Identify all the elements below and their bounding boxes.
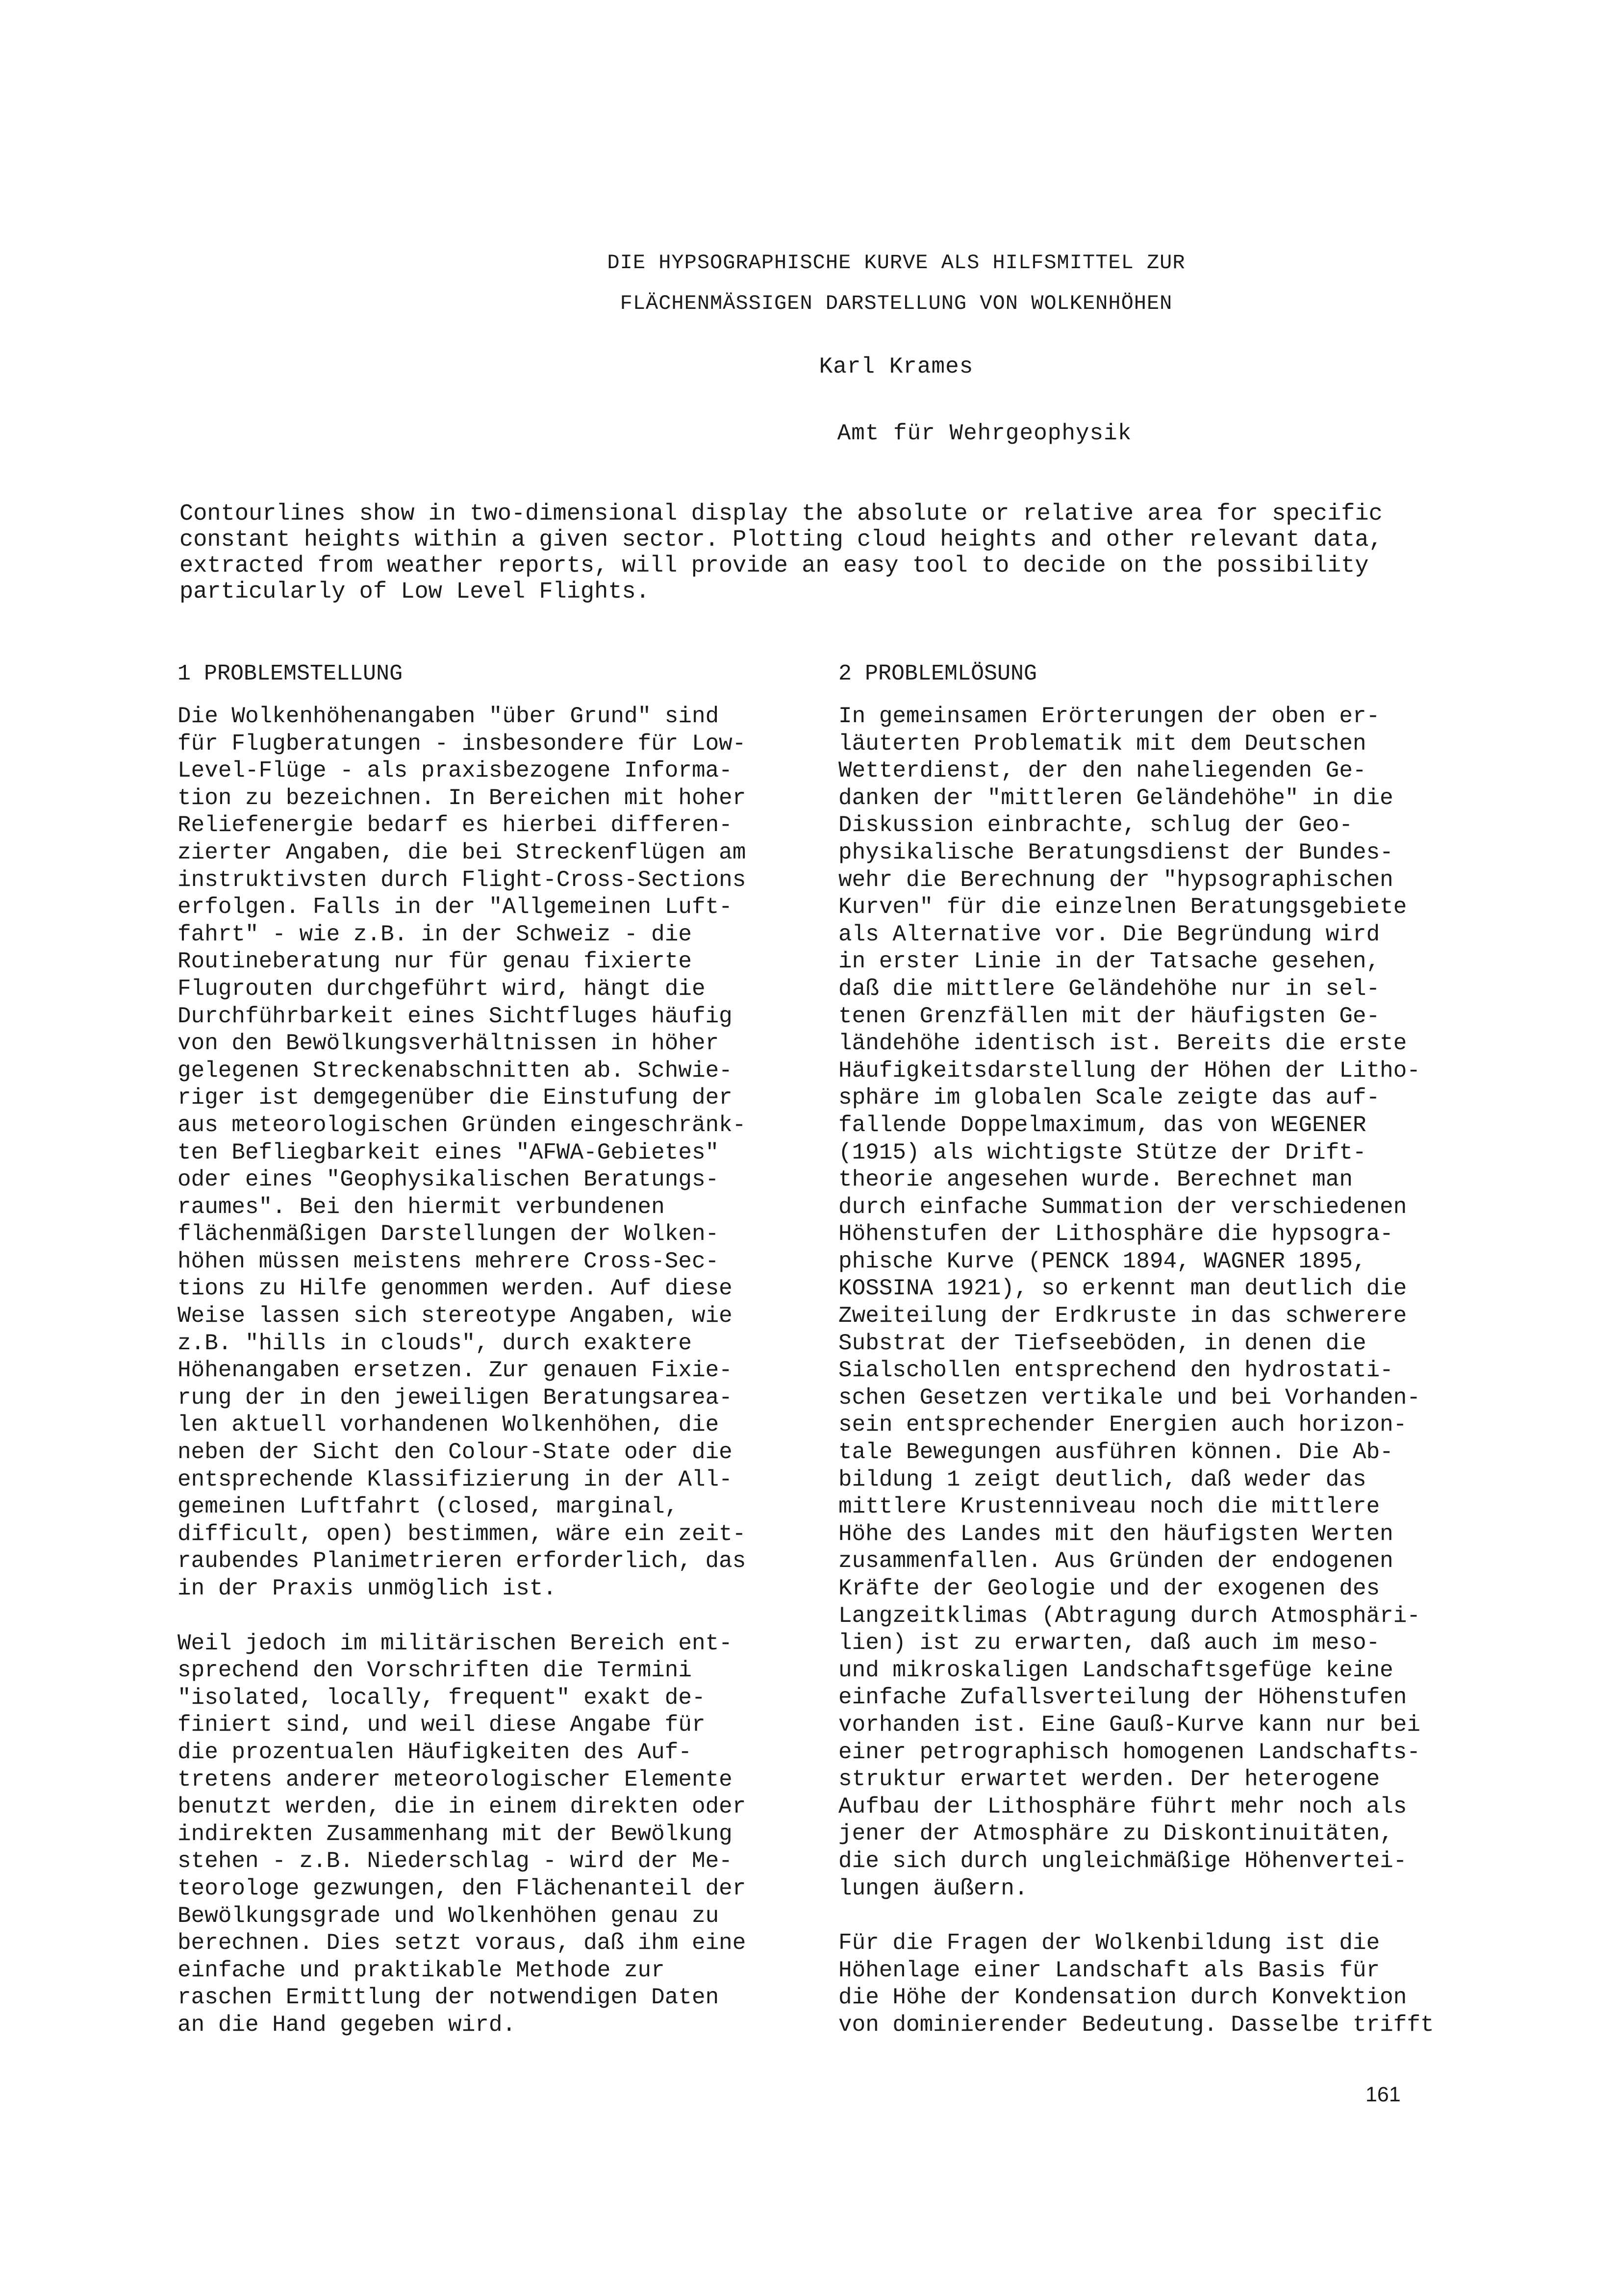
text-line: raumes". Bei den hiermit verbundenen: [177, 1194, 665, 1220]
paper-title-line-2: FLÄCHENMÄSSIGEN DARSTELLUNG VON WOLKENHÖHEN: [620, 292, 1173, 315]
text-line: lungen äußern.: [838, 1875, 1028, 1901]
text-line: Kräfte der Geologie und der exogenen des: [838, 1576, 1380, 1601]
text-line: flächenmäßigen Darstellungen der Wolken-: [177, 1221, 719, 1247]
text-line: entsprechende Klassifizierung in der All-: [177, 1466, 732, 1492]
text-line: an die Hand gegeben wird.: [177, 2012, 516, 2038]
text-line: Level-Flüge - als praxisbezogene Informa-: [177, 758, 732, 784]
text-line: phische Kurve (PENCK 1894, WAGNER 1895,: [838, 1248, 1366, 1274]
text-line: fallende Doppelmaximum, das von WEGENER: [838, 1112, 1366, 1138]
text-line: Weise lassen sich stereotype Angaben, wie: [177, 1303, 732, 1329]
text-line: die prozentualen Häufigkeiten des Auf-: [177, 1739, 692, 1765]
left-column: [177, 659, 834, 2039]
text-line: raubendes Planimetrieren erforderlich, das: [177, 1548, 746, 1574]
text-line: Zweiteilung der Erdkruste in das schwerere: [838, 1303, 1407, 1329]
section-1-paragraph-1: [177, 703, 834, 1603]
text-line: tions zu Hilfe genommen werden. Auf diese: [177, 1276, 732, 1302]
paper-title-line-1: DIE HYPSOGRAPHISCHE KURVE ALS HILFSMITTEL ZUR: [607, 251, 1186, 275]
text-line: Weil jedoch im militärischen Bereich ent-: [177, 1630, 732, 1656]
text-line: einfache Zufallsverteilung der Höhenstufen: [838, 1685, 1407, 1711]
text-line: oder eines "Geophysikalischen Beratungs-: [177, 1167, 719, 1193]
text-line: Flugrouten durchgeführt wird, hängt die: [177, 976, 706, 1002]
text-line: gemeinen Luftfahrt (closed, marginal,: [177, 1494, 679, 1520]
text-line: Durchführbarkeit eines Sichtfluges häufig: [177, 1003, 732, 1029]
text-line: rung der in den jeweiligen Beratungsarea-: [177, 1385, 732, 1411]
author-affiliation: Amt für Wehrgeophysik: [837, 421, 1132, 446]
text-line: läuterten Problematik mit dem Deutschen: [838, 731, 1366, 757]
text-line: schen Gesetzen vertikale und bei Vorhanden-: [838, 1385, 1420, 1411]
text-line: einer petrographisch homogenen Landschafts-: [838, 1739, 1420, 1765]
text-line: tenen Grenzfällen mit der häufigsten Ge-: [838, 1003, 1380, 1029]
text-line: wehr die Berechnung der "hypsographischen: [838, 867, 1393, 893]
text-line: gelegenen Streckenabschnitten ab. Schwie-: [177, 1058, 732, 1084]
text-line: die Höhe der Kondensation durch Konvektion: [838, 1985, 1407, 2011]
text-line: struktur erwartet werden. Der heterogene: [838, 1766, 1380, 1792]
text-line: finiert sind, und weil diese Angabe für: [177, 1712, 706, 1738]
text-line: lien) ist zu erwarten, daß auch im meso-: [838, 1630, 1380, 1656]
text-line: Langzeitklimas (Abtragung durch Atmosphäri-: [838, 1603, 1420, 1629]
text-line: neben der Sicht den Colour-State oder die: [177, 1439, 732, 1465]
text-line: Routineberatung nur für genau fixierte: [177, 949, 692, 975]
text-line: Bewölkungsgrade und Wolkenhöhen genau zu: [177, 1903, 719, 1929]
right-column: [838, 659, 1495, 2039]
text-line: raschen Ermittlung der notwendigen Daten: [177, 1985, 719, 2011]
text-line: KOSSINA 1921), so erkennt man deutlich die: [838, 1276, 1407, 1302]
text-line: fahrt" - wie z.B. in der Schweiz - die: [177, 921, 692, 947]
text-line: theorie angesehen wurde. Berechnet man: [838, 1167, 1353, 1193]
text-line: zierter Angaben, die bei Streckenflügen am: [177, 839, 746, 865]
text-line: benutzt werden, die in einem direkten oder: [177, 1794, 746, 1820]
text-line: vorhanden ist. Eine Gauß-Kurve kann nur bei: [838, 1712, 1420, 1738]
text-line: indirekten Zusammenhang mit der Bewölkung: [177, 1821, 732, 1847]
text-line: instruktivsten durch Flight-Cross-Sections: [177, 867, 746, 893]
text-line: einfache und praktikable Methode zur: [177, 1957, 665, 1983]
text-line: für Flugberatungen - insbesondere für Low-: [177, 731, 746, 757]
text-line: In gemeinsamen Erörterungen der oben er-: [838, 704, 1380, 729]
text-line: Reliefenergie bedarf es hierbei differen-: [177, 812, 732, 838]
section-1-paragraph-2: [177, 1630, 834, 2039]
text-line: daß die mittlere Geländehöhe nur in sel-: [838, 976, 1380, 1002]
text-line: von dominierender Bedeutung. Dasselbe trifft: [838, 2012, 1434, 2038]
text-line: berechnen. Dies setzt voraus, daß ihm eine: [177, 1930, 746, 1956]
text-line: z.B. "hills in clouds", durch exaktere: [177, 1330, 692, 1356]
text-line: Substrat der Tiefseeböden, in denen die: [838, 1330, 1366, 1356]
text-line: Höhenangaben ersetzen. Zur genauen Fixie-: [177, 1358, 732, 1384]
text-line: die sich durch ungleichmäßige Höhenvertei-: [838, 1848, 1407, 1874]
text-line: physikalische Beratungsdienst der Bundes-: [838, 839, 1393, 865]
section-2-paragraph-2: [838, 1930, 1495, 2039]
text-line: erfolgen. Falls in der "Allgemeinen Luft-: [177, 894, 732, 920]
text-line: Wetterdienst, der den naheliegenden Ge-: [838, 758, 1366, 784]
abstract: [179, 501, 1454, 605]
section-1-heading: 1 PROBLEMSTELLUNG: [177, 661, 403, 686]
text-line: jener der Atmosphäre zu Diskontinuitäten,: [838, 1821, 1393, 1847]
abstract-line: particularly of Low Level Flights.: [179, 579, 650, 605]
section-2-heading: 2 PROBLEMLÖSUNG: [838, 661, 1037, 686]
text-line: Höhenlage einer Landschaft als Basis für: [838, 1957, 1380, 1983]
text-line: sprechend den Vorschriften die Termini: [177, 1658, 692, 1684]
text-line: riger ist demgegenüber die Einstufung der: [177, 1085, 732, 1111]
text-line: sphäre im globalen Scale zeigte das auf-: [838, 1085, 1380, 1111]
text-line: "isolated, locally, frequent" exakt de-: [177, 1685, 706, 1711]
text-line: Sialschollen entsprechend den hydrostati-: [838, 1358, 1393, 1384]
text-line: Die Wolkenhöhenangaben "über Grund" sind: [177, 704, 719, 729]
text-line: Höhenstufen der Lithosphäre die hypsogra-: [838, 1221, 1393, 1247]
text-line: sein entsprechender Energien auch horizon-: [838, 1412, 1407, 1438]
text-line: difficult, open) bestimmen, wäre ein zeit-: [177, 1521, 746, 1547]
text-line: tale Bewegungen ausführen können. Die Ab-: [838, 1439, 1393, 1465]
text-line: von den Bewölkungsverhältnissen in höher: [177, 1031, 719, 1057]
text-line: (1915) als wichtigste Stütze der Drift-: [838, 1139, 1366, 1165]
text-line: Diskussion einbrachte, schlug der Geo-: [838, 812, 1353, 838]
page-number: 161: [1365, 2083, 1401, 2106]
text-line: zusammenfallen. Aus Gründen der endogenen: [838, 1548, 1393, 1574]
text-line: höhen müssen meistens mehrere Cross-Sec-: [177, 1248, 719, 1274]
text-line: in der Praxis unmöglich ist.: [177, 1576, 556, 1601]
text-line: durch einfache Summation der verschiedenen: [838, 1194, 1407, 1220]
text-line: ländehöhe identisch ist. Bereits die erste: [838, 1031, 1407, 1057]
abstract-line: Contourlines show in two-dimensional display the absolute or relative area for specific: [179, 501, 1383, 527]
abstract-line: extracted from weather reports, will provide an easy tool to decide on the possibility: [179, 553, 1369, 579]
abstract-line: constant heights within a given sector. Plotting cloud heights and other relevant data,: [179, 527, 1383, 553]
text-line: Für die Fragen der Wolkenbildung ist die: [838, 1930, 1380, 1956]
section-2-paragraph-1: [838, 703, 1495, 1902]
text-line: teorologe gezwungen, den Flächenanteil der: [177, 1875, 746, 1901]
text-line: Höhe des Landes mit den häufigsten Werten: [838, 1521, 1393, 1547]
text-line: bildung 1 zeigt deutlich, daß weder das: [838, 1466, 1366, 1492]
text-line: danken der "mittleren Geländehöhe" in die: [838, 785, 1393, 811]
text-line: Häufigkeitsdarstellung der Höhen der Litho-: [838, 1058, 1420, 1084]
text-line: als Alternative vor. Die Begründung wird: [838, 921, 1380, 947]
text-line: in erster Linie in der Tatsache gesehen,: [838, 949, 1380, 975]
text-line: ten Befliegbarkeit eines "AFWA-Gebietes": [177, 1139, 719, 1165]
author-name: Karl Krames: [819, 354, 974, 379]
text-line: tion zu bezeichnen. In Bereichen mit hoher: [177, 785, 746, 811]
text-line: tretens anderer meteorologischer Elemente: [177, 1766, 732, 1792]
text-line: und mikroskaligen Landschaftsgefüge keine: [838, 1657, 1393, 1683]
text-line: Kurven" für die einzelnen Beratungsgebiete: [838, 894, 1407, 920]
text-line: aus meteorologischen Gründen eingeschränk-: [177, 1112, 746, 1138]
text-line: len aktuell vorhandenen Wolkenhöhen, die: [177, 1412, 719, 1438]
text-line: mittlere Krustenniveau noch die mittlere: [838, 1494, 1380, 1520]
text-line: Aufbau der Lithosphäre führt mehr noch als: [838, 1793, 1407, 1819]
text-line: stehen - z.B. Niederschlag - wird der Me-: [177, 1848, 732, 1874]
